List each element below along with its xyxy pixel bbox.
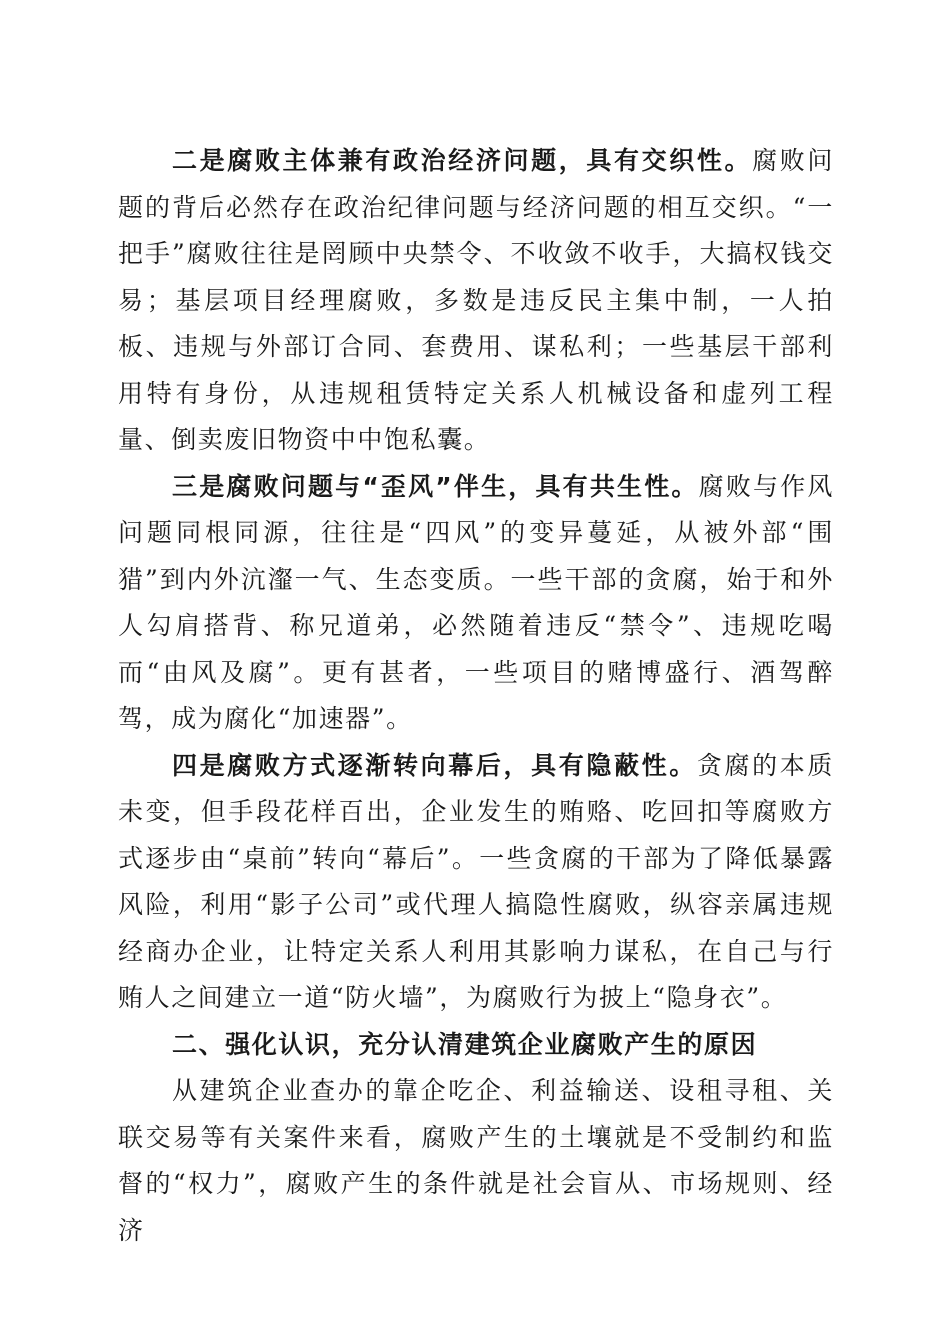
paragraph-body: 贪腐的本质未变，但手段花样百出，企业发生的贿赂、吃回扣等腐败方式逐步由“桌前”转向“幕后”。一些贪腐的干部为了降低暴露风险，利用“影子公司”或代理人搞隐性腐败，纵容亲属违规经商办企业，让特定关系人利用其影响力谋私，在自己与行贿人之间建立一道“防火墙”，为腐败行为披上“隐身衣”。 xyxy=(118,750,834,1012)
paragraph-lead: 三是腐败问题与“歪风”伴生，具有共生性。 xyxy=(172,471,699,501)
paragraph-causes: 从建筑企业查办的靠企吃企、利益输送、设租寻租、关联交易等有关案件来看，腐败产生的土壤就是不受制约和监督的“权力”，腐败产生的条件就是社会盲从、市场规则、经济 xyxy=(118,1076,834,1245)
paragraph-body: 腐败问题的背后必然存在政治纪律问题与经济问题的相互交织。“一把手”腐败往往是罔顾中央禁令、不收敛不收手，大搞权钱交易；基层项目经理腐败，多数是违反民主集中制，一人拍板、违规与外部订合同、套费用、谋私利；一些基层干部利用特有身份，从违规租赁特定关系人机械设备和虚列工程量、倒卖废旧物资中中饱私囊。 xyxy=(118,146,834,454)
section-heading: 二、强化认识，充分认清建筑企业腐败产生的原因 xyxy=(172,1029,758,1059)
document-body xyxy=(118,138,834,1254)
paragraph-symbiosis xyxy=(118,464,834,743)
paragraph-body: 腐败与作风问题同根同源，往往是“四风”的变异蔓延，从被外部“围猎”到内外沆瀣一气、生态变质。一些干部的贪腐，始于和外人勾肩搭背、称兄道弟，必然随着违反“禁令”、违规吃喝而“由风及腐”。更有甚者，一些项目的赌博盛行、酒驾醉驾，成为腐化“加速器”。 xyxy=(118,471,834,733)
paragraph-interweaving xyxy=(118,138,834,464)
paragraph-concealment xyxy=(118,743,834,1022)
paragraph-lead: 四是腐败方式逐渐转向幕后，具有隐蔽性。 xyxy=(172,750,697,780)
paragraph-lead: 二是腐败主体兼有政治经济问题，具有交织性。 xyxy=(172,146,753,175)
